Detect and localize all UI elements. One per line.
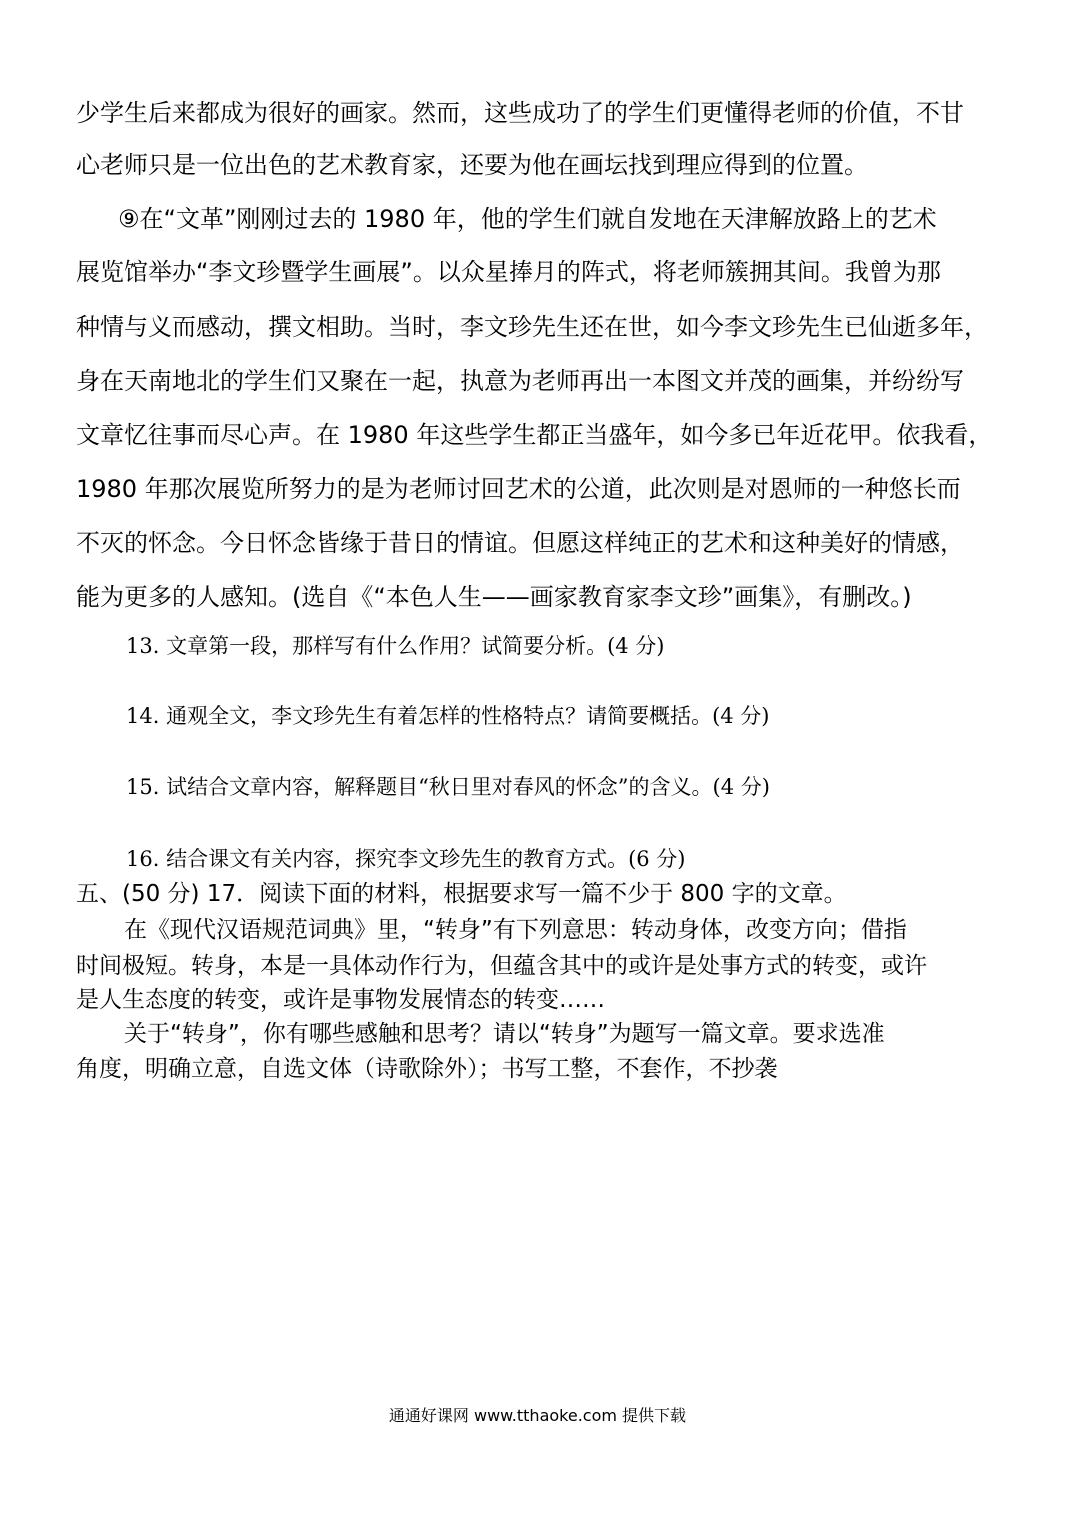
essay-task-line: 关于“转身”，你有哪些感触和思考？请以“转身”为题写一篇文章。要求选准 <box>124 1021 885 1047</box>
essay-material-line: 在《现代汉语规范词典》里，“转身”有下列意思：转动身体，改变方向；借指 <box>124 917 907 943</box>
passage-line: 1980 年那次展览所努力的是为老师讨回艺术的公道，此次则是对恩师的一种悠长而 <box>76 475 961 503</box>
passage-line: 文章忆往事而尽心声。在 1980 年这些学生都正当盛年，如今多已年近花甲。依我看， <box>76 421 993 449</box>
question-15: 15. 试结合文章内容，解释题目“秋日里对春风的怀念”的含义。(4 分) <box>126 775 770 799</box>
essay-material-line: 时间极短。转身，本是一具体动作行为，但蕴含其中的或许是处事方式的转变，或许 <box>76 953 927 979</box>
question-14: 14. 通观全文，李文珍先生有着怎样的性格特点？请简要概括。(4 分) <box>126 704 770 728</box>
page-footer: 通通好课网 www.tthaoke.com 提供下载 <box>388 1406 687 1425</box>
question-16: 16. 结合课文有关内容，探究李文珍先生的教育方式。(6 分) <box>126 847 686 871</box>
passage-line: ⑨在“文革”刚刚过去的 1980 年，他的学生们就自发地在天津解放路上的艺术 <box>118 205 937 233</box>
passage-line: 能为更多的人感知。(选自《“本色人生——画家教育家李文珍”画集》，有删改。) <box>76 583 912 611</box>
essay-material-line: 是人生态度的转变，或许是事物发展情态的转变…… <box>76 987 605 1013</box>
essay-heading: 五、(50 分) 17．阅读下面的材料，根据要求写一篇不少于 800 字的文章。 <box>76 881 847 907</box>
passage-line: 少学生后来都成为很好的画家。然而，这些成功了的学生们更懂得老师的价值，不甘 <box>76 99 964 127</box>
passage-line: 心老师只是一位出色的艺术教育家，还要为他在画坛找到理应得到的位置。 <box>76 151 868 179</box>
passage-line: 种情与义而感动，撰文相助。当时，李文珍先生还在世，如今李文珍先生已仙逝多年， <box>76 313 988 341</box>
question-13: 13. 文章第一段，那样写有什么作用？试简要分析。(4 分) <box>126 634 665 658</box>
passage-line: 展览馆举办“李文珍暨学生画展”。以众星捧月的阵式，将老师簇拥其间。我曾为那 <box>76 258 941 286</box>
passage-line: 不灭的怀念。今日怀念皆缘于昔日的情谊。但愿这样纯正的艺术和这种美好的情感， <box>76 529 964 557</box>
passage-line: 身在天南地北的学生们又聚在一起，执意为老师再出一本图文并茂的画集，并纷纷写 <box>76 367 964 395</box>
essay-task-line: 角度，明确立意，自选文体（诗歌除外）；书写工整，不套作，不抄袭 <box>76 1056 778 1082</box>
